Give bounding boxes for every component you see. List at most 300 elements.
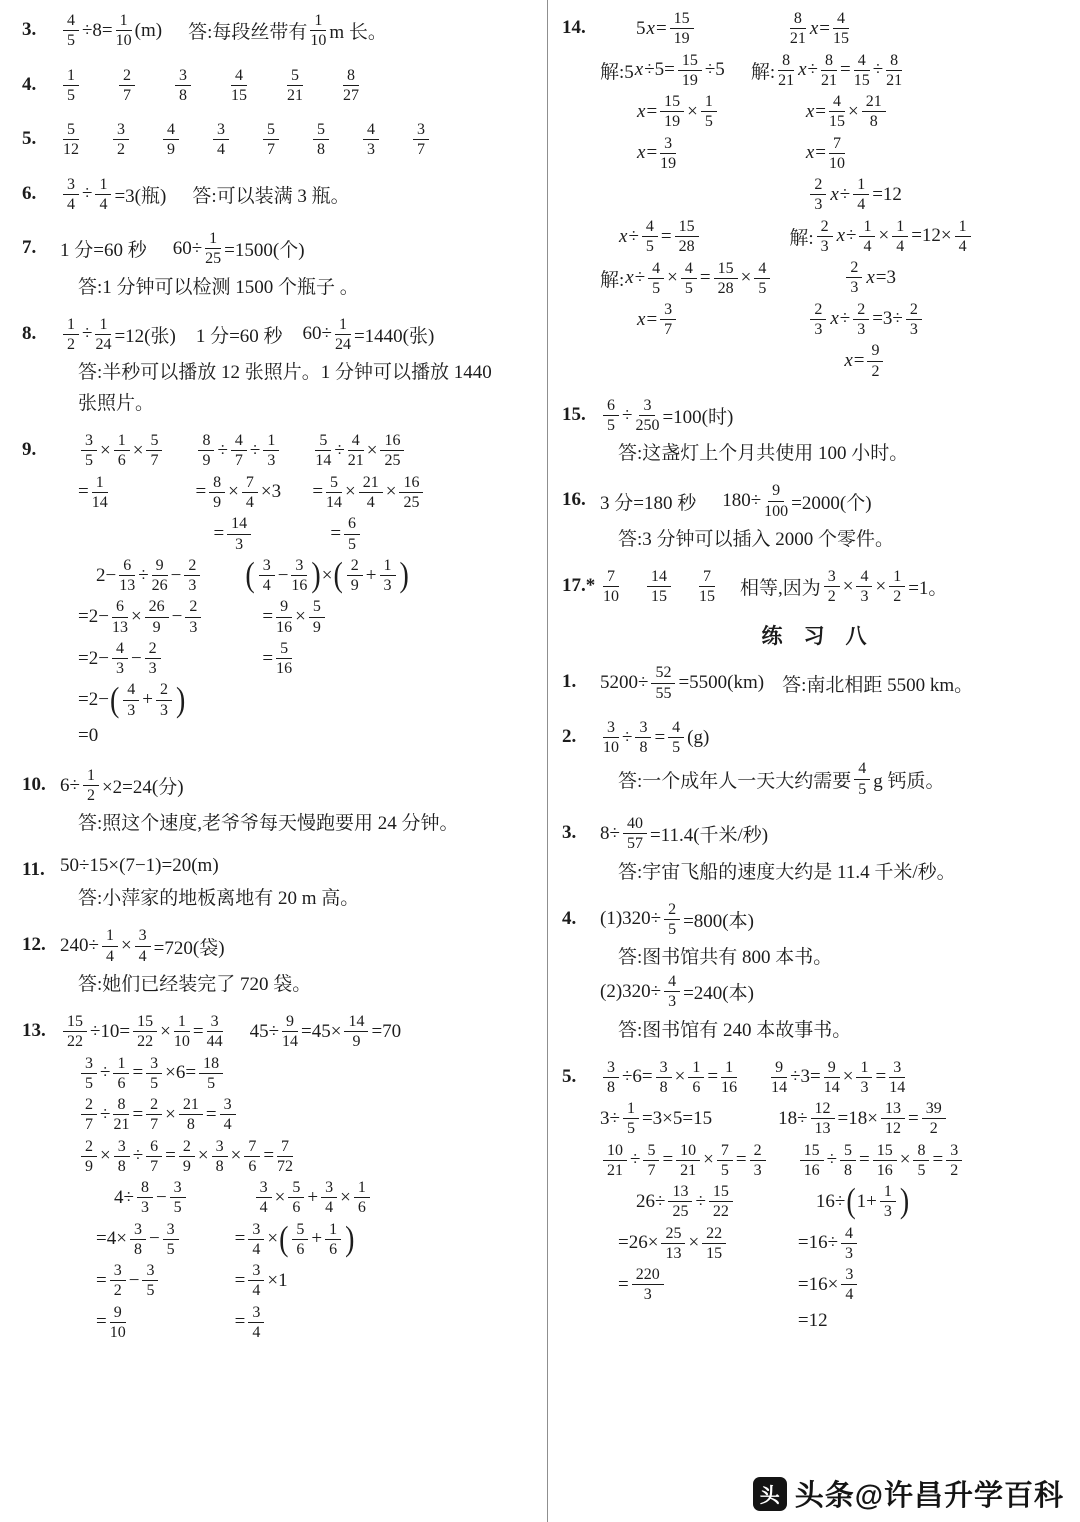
math-expression: 1 分=60 秒 — [60, 240, 147, 262]
math-expression — [228, 67, 250, 105]
fraction-denominator: 250 — [635, 417, 660, 435]
fraction-denominator: 14 — [282, 1033, 299, 1051]
fraction — [174, 1013, 190, 1051]
fraction — [660, 135, 676, 173]
fraction-denominator: 15 — [706, 1244, 723, 1262]
fraction — [811, 1100, 835, 1138]
math-expression: (1)320÷ $\frac{2}{5}$ =800(本) — [600, 900, 754, 938]
math-expression: $\frac{5}{14}$ ÷ $\frac{4}{21}$ × $\frac{16}{25}$ — [312, 432, 407, 470]
fraction-denominator: 24 — [95, 335, 112, 353]
fraction-numerator: 3 — [256, 1179, 272, 1198]
work-column — [235, 1177, 373, 1343]
fraction-denominator: 19 — [673, 30, 690, 48]
fraction — [717, 1142, 733, 1180]
fraction-denominator: 9 — [202, 452, 211, 470]
fraction-numerator: 5 — [309, 598, 325, 617]
fraction-denominator: 3 — [850, 279, 859, 297]
math-line — [312, 472, 426, 514]
variable-x: x — [625, 267, 634, 289]
fraction-denominator: 16 — [803, 1161, 820, 1179]
fraction — [699, 568, 715, 606]
math-expression: $\frac{3}{5}$ ÷ $\frac{1}{6}$ = $\frac{3}{5}$ ×6= $\frac{18}{5}$ — [78, 1055, 226, 1093]
variable-x: x — [830, 183, 839, 205]
fraction-denominator: 4 — [223, 1116, 232, 1134]
fraction-numerator: 9 — [282, 1013, 298, 1032]
fraction-numerator: 5 — [292, 1221, 308, 1240]
problem-item — [22, 65, 540, 107]
math-line — [78, 881, 540, 912]
math-line — [244, 555, 409, 597]
math-line — [235, 1302, 373, 1344]
math-line — [618, 436, 1066, 467]
fraction-numerator: 1 — [92, 474, 108, 493]
fraction-denominator: 3 — [383, 577, 392, 595]
math-line — [262, 638, 409, 680]
problem-item — [22, 10, 540, 52]
problem-number: 3. — [22, 19, 37, 40]
problem-item — [22, 119, 540, 161]
fraction — [833, 10, 849, 48]
fraction-numerator: 6 — [603, 397, 619, 416]
fraction — [282, 1013, 298, 1051]
math-expression: 答:图书馆共有 800 本书。 — [618, 947, 833, 969]
fraction-numerator: 8 — [113, 1096, 129, 1115]
math-expression: $\frac{1}{2}$ ÷ $\frac{1}{24}$ =12(张) — [60, 316, 176, 354]
fraction-denominator: 22 — [712, 1203, 729, 1221]
fraction-denominator: 3 — [814, 196, 823, 214]
math-expression: 6÷ $\frac{1}{2}$ ×2=24(分) — [60, 766, 184, 805]
fraction-denominator: 15 — [828, 113, 845, 131]
fraction-numerator: 7 — [244, 1138, 260, 1157]
fraction-numerator: 2 — [81, 1138, 97, 1157]
fraction — [199, 1055, 223, 1093]
fraction-denominator: 6 — [117, 452, 126, 470]
math-line — [235, 1219, 373, 1261]
fraction — [184, 557, 200, 595]
math-expression: 答:一个成年人一天大约需要 $\frac{4}{5}$ g 钙质。 — [618, 760, 945, 798]
fraction-denominator: 3 — [148, 660, 157, 678]
fraction — [853, 176, 869, 214]
problem-body — [600, 1057, 1066, 1337]
math-line — [114, 1177, 189, 1219]
work-column — [96, 1177, 189, 1343]
fraction-numerator: 4 — [664, 973, 680, 992]
math-expression: 解: x ÷ $\frac{4}{5}$ × $\frac{4}{5}$ = $\frac{15}{28}$ × $\frac{4}{5}$ — [600, 260, 773, 298]
fraction-denominator: 2 — [117, 141, 125, 159]
problem-number: 17.* — [562, 574, 596, 596]
fraction — [119, 557, 135, 595]
fraction-numerator: 6 — [344, 515, 360, 534]
math-expression: $\frac{15}{22}$ ÷10= $\frac{15}{22}$ × $\frac{1}{10}$ = $\frac{3}{44}$ — [60, 1013, 226, 1051]
math-expression: x = $\frac{4}{15}$ × $\frac{21}{8}$ — [805, 93, 889, 131]
fraction-denominator: 2 — [113, 1282, 122, 1300]
fraction — [603, 1142, 627, 1180]
fraction-denominator: 8 — [869, 113, 878, 131]
math-expression: = $\frac{6}{5}$ — [330, 515, 363, 553]
fraction-denominator: 7 — [647, 1161, 656, 1179]
problem-body — [600, 813, 1066, 886]
math-line — [78, 430, 165, 472]
fraction — [603, 1059, 619, 1097]
fraction-numerator: 15 — [63, 1013, 87, 1032]
math-expression: $\frac{2}{9}$ × $\frac{3}{8}$ ÷ $\frac{6}{7}$ = $\frac{2}{9}$ × $\frac{3}{8}$ × $\frac{7}{6}$ = $\frac{7}{72}$ — [78, 1138, 296, 1176]
fraction-numerator: 39 — [922, 1100, 946, 1119]
fraction-numerator: 3 — [841, 1266, 857, 1285]
fraction-numerator: 15 — [800, 1142, 824, 1161]
fraction-denominator: 13 — [665, 1244, 682, 1262]
fraction-denominator: 10 — [173, 1033, 190, 1051]
fraction-denominator: 4 — [67, 195, 75, 213]
problem-number: 5. — [562, 1065, 577, 1087]
variable-x: x — [830, 308, 839, 330]
math-expression: x = $\frac{15}{19}$ × $\frac{1}{5}$ — [636, 93, 720, 131]
fraction-numerator: 16 — [399, 474, 423, 493]
fraction — [347, 557, 363, 595]
fraction-denominator: 21 — [287, 86, 303, 104]
math-expression: $\frac{8}{21}$ x = $\frac{4}{15}$ — [789, 10, 849, 48]
problem-number: 1. — [562, 671, 577, 693]
fraction-numerator: 3 — [635, 719, 651, 738]
math-line — [636, 1181, 736, 1223]
math-line — [235, 1260, 373, 1302]
fraction-denominator: 6 — [329, 1240, 338, 1258]
fraction-denominator: 5 — [607, 417, 615, 435]
fraction-denominator: 22 — [137, 1033, 154, 1051]
fraction — [623, 1100, 639, 1138]
fraction — [145, 640, 161, 678]
math-expression: 240÷ $\frac{1}{4}$ × $\frac{3}{4}$ =720(袋) — [60, 927, 225, 965]
fraction — [212, 1138, 228, 1176]
fraction — [603, 397, 619, 435]
math-line — [60, 65, 540, 107]
fraction — [335, 316, 351, 354]
fraction-denominator: 5 — [672, 739, 681, 757]
fraction — [81, 432, 97, 470]
work-column — [618, 1181, 736, 1306]
math-expression — [60, 121, 82, 159]
fraction-denominator: 7 — [150, 1116, 159, 1134]
math-expression: = $\frac{9}{16}$ × $\frac{5}{9}$ — [262, 598, 327, 636]
fraction — [152, 557, 168, 595]
fraction — [321, 1179, 337, 1217]
math-line — [600, 717, 1066, 759]
fraction-denominator: 55 — [655, 684, 672, 702]
problem-item — [22, 1011, 540, 1343]
fraction — [778, 52, 794, 90]
math-expression: $\frac{3}{5}$ × $\frac{1}{6}$ × $\frac{5}{7}$ — [78, 432, 165, 470]
math-expression: 答:小萍家的地板离地有 20 m 高。 — [78, 888, 360, 910]
math-line — [600, 395, 1066, 437]
fraction-denominator: 7 — [267, 141, 275, 159]
math-expression — [600, 568, 622, 606]
fraction — [209, 474, 225, 512]
fraction-numerator: 9 — [276, 598, 292, 617]
math-expression: (2)320÷ $\frac{4}{3}$ =240(本) — [600, 973, 754, 1011]
fraction-denominator: 3 — [127, 701, 136, 719]
fraction-denominator: 3 — [857, 320, 866, 338]
fraction — [841, 1266, 857, 1304]
fraction-denominator: 6 — [292, 1199, 301, 1217]
problem-item — [22, 850, 540, 912]
problem-item — [562, 480, 1066, 553]
math-line — [600, 1098, 1066, 1140]
fraction-numerator: 3 — [259, 557, 275, 576]
toutiao-logo-icon: 头 — [753, 1477, 787, 1511]
fraction-numerator: 3 — [170, 1179, 186, 1198]
math-line — [60, 174, 540, 216]
problem-number: 4. — [22, 73, 37, 95]
fraction-denominator: 5 — [858, 780, 867, 798]
math-line — [618, 940, 1066, 971]
fraction — [205, 230, 221, 268]
fraction — [112, 640, 128, 678]
problem-body — [60, 925, 540, 998]
fraction-denominator: 3 — [845, 1244, 854, 1262]
fraction-numerator: 1 — [95, 176, 111, 195]
problem-item — [22, 174, 540, 216]
problem-number: 7. — [22, 237, 37, 259]
fraction — [800, 1142, 824, 1180]
fraction-numerator: 3 — [130, 1221, 146, 1240]
fraction — [242, 474, 258, 512]
fraction — [892, 218, 908, 256]
fraction — [670, 10, 694, 48]
fraction-numerator: 3 — [163, 1221, 179, 1240]
fraction-numerator: 4 — [841, 1225, 857, 1244]
fraction-numerator: 3 — [248, 1262, 264, 1281]
fraction-denominator: 4 — [252, 1323, 261, 1341]
fraction — [81, 1138, 97, 1176]
math-line — [618, 1013, 1066, 1044]
fraction-numerator: 7 — [277, 1138, 293, 1157]
fraction-numerator: 3 — [248, 1221, 264, 1240]
fraction — [179, 1096, 203, 1134]
fraction-numerator: 220 — [632, 1266, 664, 1285]
math-expression: x = $\frac{3}{19}$ — [637, 134, 677, 172]
fraction-numerator: 1 — [205, 230, 221, 249]
math-expression: 解: $\frac{8}{21}$ x ÷ $\frac{8}{21}$ = $\frac{4}{15}$ ÷ $\frac{8}{21}$ — [750, 51, 903, 89]
problem-item — [562, 395, 1066, 468]
fraction-numerator: 3 — [207, 1013, 223, 1032]
math-expression — [110, 121, 132, 159]
fraction-numerator: 1 — [889, 568, 905, 587]
fraction-denominator: 6 — [117, 1074, 126, 1092]
fraction-denominator: 10 — [115, 32, 132, 50]
math-expression: 1 分=60 秒 — [195, 325, 283, 347]
math-expression — [360, 121, 382, 159]
variable-x: x — [844, 350, 853, 372]
fraction-numerator: 5 — [315, 432, 331, 451]
fraction-numerator: 4 — [668, 719, 684, 738]
math-expression: 答:宇宙飞船的速度大约是 11.4 千米/秒。 — [618, 861, 956, 883]
math-expression — [410, 121, 432, 159]
math-line — [78, 806, 540, 837]
fraction — [163, 121, 179, 159]
math-expression: =2− ( $\frac{4}{3}$ + $\frac{2}{3}$ ) — [78, 680, 186, 720]
fraction-denominator: 21 — [820, 71, 837, 89]
math-line — [600, 1057, 1066, 1099]
fraction-denominator: 2 — [950, 1161, 959, 1179]
big-paren: ) — [399, 556, 409, 595]
fraction-denominator: 4 — [252, 1240, 261, 1258]
fraction-numerator: 3 — [135, 927, 151, 946]
fraction — [102, 927, 118, 965]
fraction-numerator: 4 — [833, 10, 849, 29]
fraction-numerator: 8 — [886, 52, 902, 71]
math-expression — [60, 67, 82, 105]
fraction-numerator: 3 — [248, 1304, 264, 1323]
fraction — [288, 1179, 304, 1217]
fraction — [714, 260, 738, 298]
fraction-denominator: 3 — [159, 701, 168, 719]
fraction-numerator: 21 — [862, 93, 886, 112]
math-line — [96, 1302, 189, 1344]
big-paren: ( — [245, 556, 255, 595]
math-expression — [310, 121, 332, 159]
math-expression: 2− $\frac{6}{13}$ ÷ $\frac{9}{26}$ − $\frac{2}{3}$ — [96, 557, 203, 595]
fraction-numerator: 5 — [263, 121, 279, 140]
math-expression: 5200÷ $\frac{52}{55}$ =5500(km) — [600, 664, 765, 702]
fraction-numerator: 3 — [824, 568, 840, 587]
math-expression: 相等,因为 $\frac{3}{2}$ × $\frac{4}{3}$ × $\frac{1}{2}$ =1。 — [740, 567, 948, 606]
fraction-denominator: 4 — [217, 141, 225, 159]
fraction — [114, 1138, 130, 1176]
fraction-numerator: 1 — [63, 316, 79, 335]
math-line — [195, 430, 282, 472]
math-expression: = $\frac{3}{4}$ × ( $\frac{5}{6}$ + $\frac{1}{6}$ ) — [234, 1219, 355, 1259]
problem-number: 10. — [22, 773, 46, 795]
math-line — [618, 855, 1066, 886]
work-column — [751, 8, 905, 174]
math-line — [262, 596, 409, 638]
big-paren: ) — [311, 556, 321, 595]
fraction-numerator: 4 — [856, 568, 872, 587]
math-expression: =16× $\frac{3}{4}$ — [798, 1266, 860, 1304]
fraction — [213, 121, 229, 159]
fraction — [175, 67, 191, 105]
fraction-numerator: 1 — [63, 67, 79, 86]
fraction-denominator: 2 — [929, 1120, 938, 1138]
fraction-denominator: 5 — [684, 279, 693, 297]
big-paren: ) — [345, 1219, 355, 1259]
fraction — [310, 12, 326, 50]
fraction-denominator: 26 — [151, 577, 168, 595]
fraction-denominator: 3 — [883, 1203, 892, 1221]
fraction — [343, 67, 359, 105]
math-expression: =2− $\frac{6}{13}$ × $\frac{26}{9}$ − $\frac{2}{3}$ — [78, 598, 204, 636]
variable-x: x — [637, 100, 646, 122]
fraction — [623, 815, 647, 853]
math-expression: =4× $\frac{3}{8}$ − $\frac{3}{5}$ — [96, 1221, 182, 1259]
fraction-denominator: 14 — [91, 493, 108, 511]
fraction — [380, 557, 396, 595]
fraction-denominator: 2 — [827, 588, 836, 606]
math-expression — [260, 121, 282, 159]
fraction-denominator: 5 — [668, 920, 677, 938]
fraction-denominator: 57 — [626, 835, 643, 853]
fraction-numerator: 10 — [676, 1142, 700, 1161]
fraction — [110, 1262, 126, 1300]
fraction — [156, 681, 172, 719]
fraction — [326, 474, 342, 512]
math-expression — [340, 67, 362, 105]
fraction-numerator: 8 — [821, 52, 837, 71]
math-line — [636, 133, 725, 175]
fraction-numerator: 10 — [603, 1142, 627, 1161]
fraction-denominator: 5 — [67, 86, 75, 104]
math-expression: 4÷ $\frac{8}{3}$ − $\frac{3}{5}$ — [114, 1179, 189, 1217]
fraction-numerator: 7 — [242, 474, 258, 493]
variable-x: x — [637, 308, 646, 330]
math-line — [78, 596, 204, 638]
problem-item — [562, 566, 1066, 608]
fraction-numerator: 4 — [231, 432, 247, 451]
problem-item — [562, 717, 1066, 800]
fraction-denominator: 7 — [417, 141, 425, 159]
fraction-numerator: 1 — [114, 432, 130, 451]
fraction-denominator: 21 — [778, 71, 795, 89]
fraction — [643, 1142, 659, 1180]
math-expression: 26÷ $\frac{13}{25}$ ÷ $\frac{15}{22}$ — [636, 1183, 736, 1221]
math-expression: = $\frac{5}{16}$ — [262, 639, 293, 678]
fraction-denominator: 27 — [343, 86, 359, 104]
fraction-denominator: 2 — [67, 335, 75, 353]
problem-number: 2. — [562, 725, 577, 747]
variable-x: x — [805, 142, 815, 164]
math-expression: x = $\frac{7}{10}$ — [805, 134, 845, 172]
math-expression: = $\frac{5}{14}$ × $\frac{21}{4}$ × $\frac{16}{25}$ — [312, 474, 426, 512]
fraction — [750, 1142, 766, 1180]
math-expression: =16÷ $\frac{4}{3}$ — [798, 1225, 860, 1263]
fraction-numerator: 2 — [810, 176, 826, 195]
fraction-numerator: 3 — [660, 135, 676, 154]
fraction-denominator: 4 — [259, 1199, 268, 1217]
math-line — [330, 513, 426, 555]
fraction-denominator: 72 — [277, 1157, 294, 1175]
math-line — [60, 119, 540, 161]
fraction-denominator: 9 — [350, 577, 359, 595]
fraction — [244, 1138, 260, 1176]
math-line — [60, 765, 540, 807]
fraction — [354, 1179, 370, 1217]
fraction — [114, 432, 130, 470]
problem-body — [600, 717, 1066, 800]
fraction-denominator: 9 — [152, 618, 161, 636]
fraction-numerator: 2 — [145, 640, 161, 659]
math-line — [60, 925, 540, 967]
fraction-numerator: 4 — [363, 121, 379, 140]
math-expression: =26× $\frac{25}{13}$ × $\frac{22}{15}$ — [618, 1225, 729, 1263]
fraction-numerator: 3 — [146, 1055, 162, 1074]
fraction-denominator: 4 — [245, 493, 254, 511]
fraction — [170, 1179, 186, 1217]
math-line — [798, 1264, 910, 1306]
variable-x: x — [805, 100, 815, 122]
fraction-numerator: 22 — [702, 1225, 726, 1244]
math-expression: $\frac{8}{9}$ ÷ $\frac{4}{7}$ ÷ $\frac{1}{3}$ — [195, 432, 282, 470]
math-expression: 5 x = $\frac{15}{19}$ — [636, 10, 697, 48]
problem-body — [60, 314, 540, 418]
fraction-numerator: 8 — [790, 10, 806, 29]
math-line — [600, 1140, 1066, 1182]
fraction-numerator: 4 — [854, 760, 870, 779]
math-line — [789, 216, 973, 258]
problem-item — [562, 8, 1066, 382]
math-line — [78, 638, 204, 680]
fraction-numerator: 15 — [678, 52, 702, 71]
fraction — [359, 474, 383, 512]
fraction-denominator: 16 — [276, 618, 293, 636]
